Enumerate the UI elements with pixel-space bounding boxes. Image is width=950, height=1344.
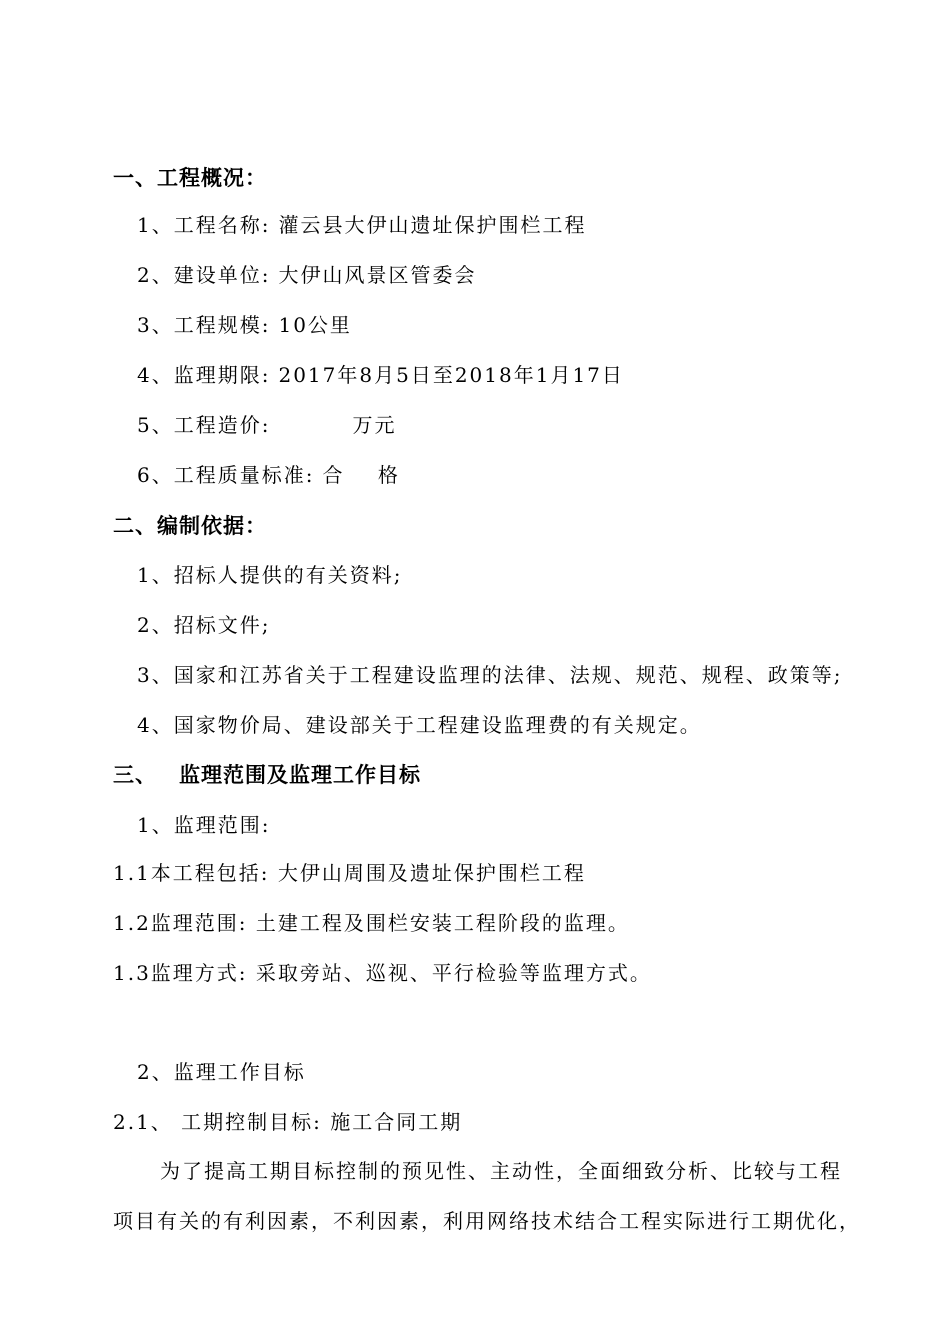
- item-value: 大伊山风景区管委会: [278, 263, 477, 287]
- item-value: 万元: [352, 413, 397, 437]
- list-item-scope-2: 1.2监理范围: 土建工程及围栏安装工程阶段的监理。: [113, 911, 630, 935]
- heading-text: 监理范围及监理工作目标: [179, 763, 421, 787]
- item-label: 监理期限:: [173, 363, 271, 387]
- list-item-basis-2: 2、招标文件;: [137, 613, 271, 637]
- list-item-scope-3: 1.3监理方式: 采取旁站、巡视、平行检验等监理方式。: [113, 961, 652, 985]
- list-item-period: [137, 362, 624, 388]
- list-item-cost: [137, 412, 396, 438]
- item-label: 工程质量标准:: [173, 463, 315, 487]
- item-number: 1、: [137, 213, 174, 237]
- item-label: 工程规模:: [173, 313, 271, 337]
- paragraph-line: 项目有关的有利因素，不利因素，利用网络技术结合工程实际进行工期优化，: [113, 1209, 861, 1233]
- item-number: 4、: [137, 363, 174, 387]
- heading-number: 三、: [113, 763, 157, 787]
- item-number: 6、: [137, 463, 174, 487]
- list-item-quality: [137, 462, 400, 488]
- item-value: 灌云县大伊山遗址保护围栏工程: [278, 213, 587, 237]
- list-item-basis-1: 1、招标人提供的有关资料;: [137, 563, 403, 587]
- subsection-title-goal: 2、监理工作目标: [137, 1060, 306, 1084]
- item-value: 合 格: [322, 463, 400, 487]
- item-value: 10公里: [278, 313, 352, 337]
- item-number: 2、: [137, 263, 174, 287]
- list-item-scope-1: 1.1本工程包括: 大伊山周围及遗址保护围栏工程: [113, 861, 586, 885]
- section-heading-basis: 二、编制依据：: [113, 514, 267, 538]
- list-item-basis-3: 3、国家和江苏省关于工程建设监理的法律、法规、规范、规程、政策等;: [137, 663, 843, 687]
- list-item-scale: [137, 312, 352, 338]
- item-number: 3、: [137, 313, 174, 337]
- item-number: 5、: [137, 413, 174, 437]
- item-label: 工程名称:: [173, 213, 271, 237]
- paragraph-line: 为了提高工期目标控制的预见性、主动性，全面细致分析、比较与工程: [160, 1159, 842, 1183]
- list-item-goal-1: 2.1、 工期控制目标: 施工合同工期: [113, 1110, 463, 1134]
- section-heading-scope: [113, 762, 421, 788]
- section-heading-overview: 一、工程概况：: [113, 166, 267, 190]
- item-label: 工程造价:: [173, 413, 271, 437]
- list-item-builder: [137, 262, 476, 288]
- item-label: 建设单位:: [173, 263, 271, 287]
- item-value: 2017年8月5日至2018年1月17日: [278, 363, 624, 387]
- subsection-title-scope: 1、监理范围:: [137, 813, 271, 837]
- list-item-project-name: [137, 212, 586, 238]
- list-item-basis-4: 4、国家物价局、建设部关于工程建设监理费的有关规定。: [137, 713, 702, 737]
